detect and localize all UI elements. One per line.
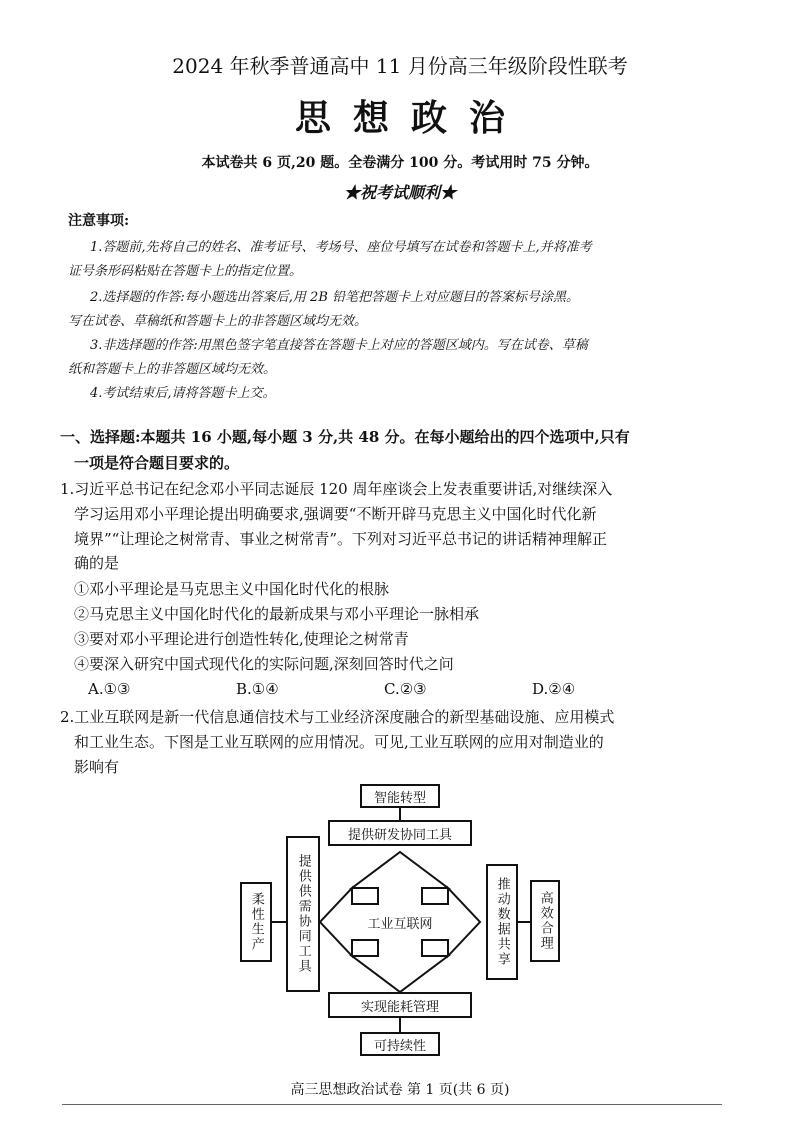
q1-stem-line: 确的是	[74, 554, 120, 572]
notice-line: 写在试卷、草稿纸和答题卡上的非答题区域均无效。	[68, 314, 368, 329]
notice-line: 证号条形码粘贴在答题卡上的指定位置。	[68, 264, 303, 279]
notice-line: 3.非选择题的作答:用黑色签字笔直接答在答题卡上对应的答题区域内。写在试卷、草稿	[90, 338, 588, 353]
box-left-outer: 柔性生产	[240, 882, 272, 962]
q2-stem-line: 和工业生态。下图是工业互联网的应用情况。可见,工业互联网的应用对制造业的	[74, 733, 604, 751]
box-top-outer: 智能转型	[360, 784, 440, 808]
box-left-inner: 提供供需协同工具	[286, 836, 320, 992]
notice-line: 1.答题前,先将自己的姓名、准考证号、考场号、座位号填写在试卷和答题卡上,并将准考	[90, 240, 592, 255]
q1-stem-line: 学习运用邓小平理论提出明确要求,强调要“不断开辟马克思主义中国化时代化新	[74, 505, 597, 523]
footer-divider	[62, 1104, 722, 1105]
exam-info: 本试卷共 6 页,20 题。全卷满分 100 分。考试用时 75 分钟。	[201, 155, 599, 171]
q1-statement: ③要对邓小平理论进行创造性转化,使理论之树常青	[74, 630, 409, 648]
q1-option-b[interactable]: B.①④	[236, 680, 279, 698]
exam-title: 2024 年秋季普通高中 11 月份高三年级阶段性联考	[172, 54, 628, 78]
q1-statement: ④要深入研究中国式现代化的实际问题,深刻回答时代之问	[74, 655, 454, 673]
q1-option-a[interactable]: A.①③	[88, 680, 131, 698]
page-footer: 高三思想政治试卷 第 1 页(共 6 页)	[290, 1082, 510, 1098]
notice-line: 4.考试结束后,请将答题卡上交。	[90, 386, 276, 401]
q1-option-c[interactable]: C.②③	[384, 680, 427, 698]
q2-stem-line: 影响有	[74, 758, 120, 776]
notice-line: 2.选择题的作答:每小题选出答案后,用 2B 铅笔把答题卡上对应题目的答案标号涂黑。	[90, 290, 580, 305]
q1-stem-line: 1.习近平总书记在纪念邓小平同志诞辰 120 周年座谈会上发表重要讲话,对继续深入	[60, 480, 613, 498]
q1-statement: ②马克思主义中国化时代化的最新成果与邓小平理论一脉相承	[74, 605, 480, 623]
box-bottom-outer: 可持续性	[360, 1032, 440, 1056]
section-heading: 一、选择题:本题共 16 小题,每小题 3 分,共 48 分。在每小题给出的四个选项中,只有	[60, 428, 630, 446]
notice-line: 纸和答题卡上的非答题区域均无效。	[68, 362, 277, 377]
box-right-inner: 推动数据共享	[486, 864, 518, 980]
box-bottom-inner: 实现能耗管理	[328, 992, 472, 1018]
notice-heading: 注意事项:	[68, 213, 130, 229]
box-top-inner: 提供研发协同工具	[328, 820, 472, 846]
box-right-outer: 高效合理	[530, 880, 560, 962]
center-label: 工业互联网	[358, 910, 442, 934]
good-luck-banner: ★祝考试顺利★	[343, 183, 456, 202]
q1-stem-line: 境界”“让理论之树常青、事业之树常青”。下列对习近平总书记的讲话精神理解正	[74, 530, 608, 548]
q2-stem-line: 2.工业互联网是新一代信息通信技术与工业经济深度融合的新型基础设施、应用模式	[60, 708, 615, 726]
section-heading-cont: 一项是符合题目要求的。	[74, 454, 240, 472]
q1-statement: ①邓小平理论是马克思主义中国化时代化的根脉	[74, 580, 390, 598]
q1-option-d[interactable]: D.②④	[532, 680, 576, 698]
subject-title: 思想政治	[294, 97, 527, 139]
